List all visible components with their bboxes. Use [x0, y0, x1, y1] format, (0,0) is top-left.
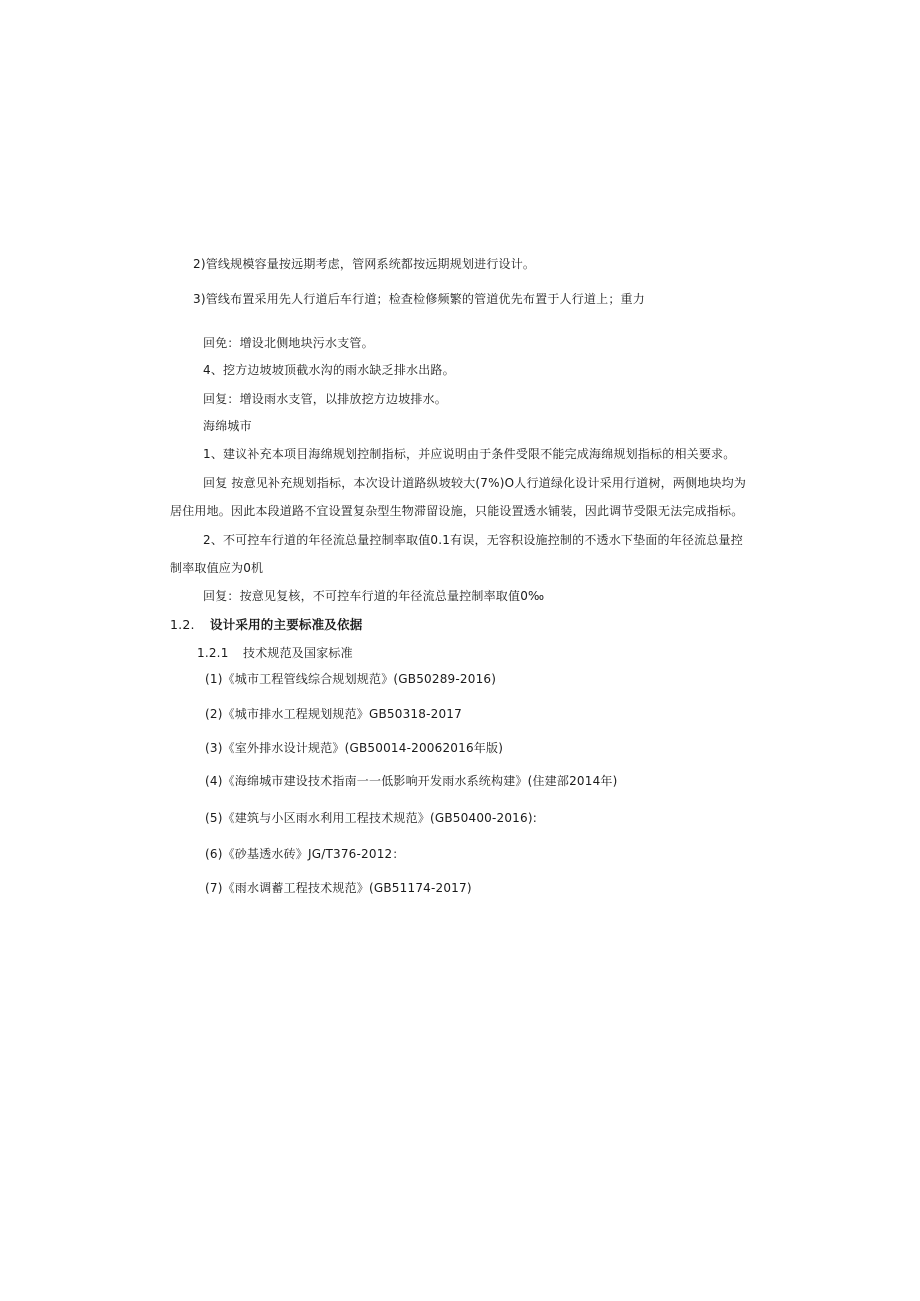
subsection-number: 1.2.1 [197, 646, 229, 660]
reference-item-4: (4)《海绵城市建设技术指南一一低影响开发雨水系统构建》(住建部2014年) [205, 774, 618, 788]
section-number: 1.2. [170, 617, 195, 632]
reply-sponge-indicators-cont: 居住用地。因此本段道路不宜设置复杂型生物滞留设施，只能设置透水铺装，因此调节受限无法完成指标。 [170, 504, 744, 518]
subsection-heading [197, 645, 353, 661]
reference-item-2: (2)《城市排水工程规划规范》GB50318-2017 [205, 707, 462, 721]
reference-item-7: (7)《雨水调蓄工程技术规范》(GB51174-2017) [205, 881, 472, 895]
paragraph-pipeline-layout: 3)管线布置采用先人行道后车行道；检查检修频繁的管道优先布置于人行道上；重力 [193, 292, 645, 306]
section-heading [170, 617, 362, 633]
issue-runoff-rate-cont: 制率取值应为0机 [170, 561, 264, 575]
reply-north-sewer: 回免：增设北侧地块污水支管。 [203, 336, 374, 350]
reply-rain-branch: 回复：增设雨水支管，以排放挖方边坡排水。 [203, 392, 448, 406]
reference-item-5: (5)《建筑与小区雨水利用工程技术规范》(GB50400-2016): [205, 811, 537, 825]
reply-sponge-indicators: 回复 按意见补充规划指标，本次设计道路纵坡较大(7%)O人行道绿化设计采用行道树，两侧地块均为 [203, 476, 747, 490]
reply-runoff-rate: 回复：按意见复核，不可控车行道的年径流总量控制率取值0‰ [203, 589, 545, 603]
reference-item-1: (1)《城市工程管线综合规划规范》(GB50289-2016) [205, 672, 497, 686]
subsection-title: 技术规范及国家标准 [243, 646, 353, 660]
issue-interception-ditch: 4、挖方边坡坡顶截水沟的雨水缺乏排水出路。 [203, 363, 455, 377]
reference-item-3: (3)《室外排水设计规范》(GB50014-20062016年版) [205, 741, 504, 755]
issue-sponge-indicators: 1、建议补充本项目海绵规划控制指标，并应说明由于条件受限不能完成海绵规划指标的相关要求。 [203, 447, 736, 461]
sponge-city-label: 海绵城市 [203, 419, 252, 433]
paragraph-pipeline-capacity: 2)管线规模容量按远期考虑，管网系统都按远期规划进行设计。 [193, 257, 536, 271]
issue-runoff-rate: 2、不可控车行道的年径流总量控制率取值0.1有误，无容积设施控制的不透水下垫面的年径流总量控 [203, 533, 743, 547]
reference-item-6: (6)《砂基透水砖》JG/T376-2012： [205, 847, 405, 861]
section-title: 设计采用的主要标准及依据 [210, 617, 363, 632]
